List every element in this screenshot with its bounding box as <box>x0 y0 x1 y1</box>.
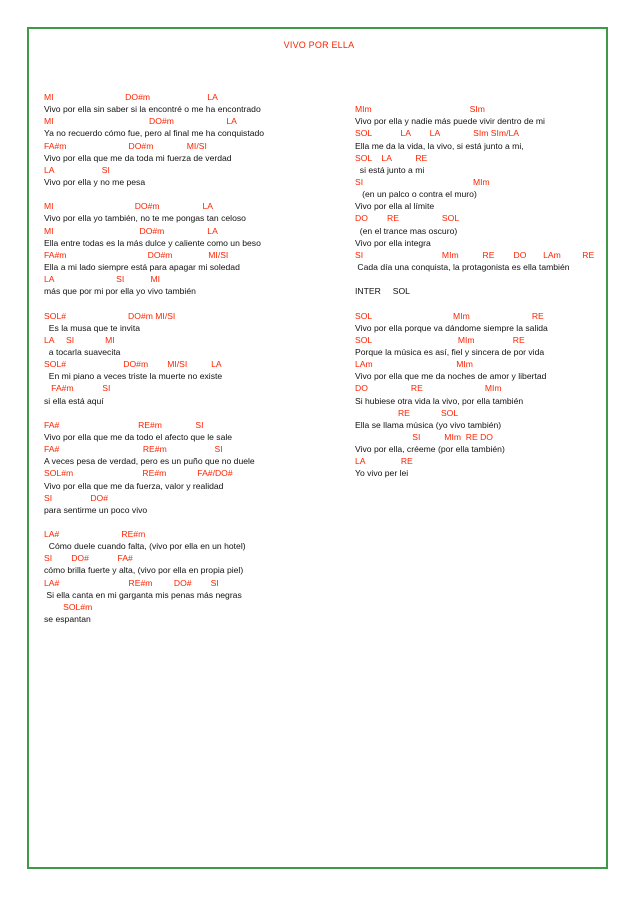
lyric-line: se espantan <box>44 614 91 625</box>
lyric-line: (en un palco o contra el muro) <box>355 189 477 200</box>
lyric-line: Ella me da la vida, la vivo, si está junto a mi, <box>355 140 524 151</box>
spacer-line <box>44 297 344 309</box>
spacer-line <box>355 297 605 309</box>
chord-line: FA#m DO#m MI/SI <box>44 140 207 151</box>
chord-line: FA#m DO#m MI/SI <box>44 249 229 260</box>
lyric-line: Cómo duele cuando falta, (vivo por ella en un hotel) <box>44 541 246 552</box>
chord-line: LA SI <box>44 164 110 175</box>
lyric-line: a tocarla suavecita <box>44 346 121 357</box>
chord-line: DO RE SOL <box>355 213 460 224</box>
chord-line: LA# RE#m DO# SI <box>44 577 219 588</box>
lyric-line: si ella está aquí <box>44 395 104 406</box>
lyric-line: Yo vivo per lei <box>355 468 409 479</box>
chord-line: RE SOL <box>355 407 459 418</box>
lyric-line: Si ella canta en mi garganta mis penas más negras <box>44 589 242 600</box>
chord-line: LA SI MI <box>44 334 115 345</box>
chord-line: LA RE <box>355 456 413 467</box>
chord-line: LA# RE#m <box>44 529 146 540</box>
lyric-line: Vivo por ella que me da toda mi fuerza de verdad <box>44 152 232 163</box>
lyric-line: Vivo por ella que me da fuerza, valor y realidad <box>44 480 224 491</box>
chord-line: SOL MIm RE <box>355 334 525 345</box>
chord-line: SOL#m <box>44 601 93 612</box>
spacer-line <box>355 273 605 285</box>
chord-line: SOL# DO#m MI/SI LA <box>44 359 222 370</box>
chord-line: FA# RE#m SI <box>44 444 223 455</box>
chord-line: SI MIm RE DO LAm RE <box>355 249 595 260</box>
lyric-line: Cada día una conquista, la protagonista es ella también <box>355 261 570 272</box>
chord-line: SI DO# FA# <box>44 553 133 564</box>
spacer-line <box>44 188 344 200</box>
chord-line: LAm MIm <box>355 359 473 370</box>
right-column <box>355 91 605 480</box>
lyric-line: Ya no recuerdo cómo fue, pero al final me ha conquistado <box>44 128 265 139</box>
chord-line: FA# RE#m SI <box>44 419 204 430</box>
chord-line: MIm SIm <box>355 104 485 115</box>
lyric-line: En mi piano a veces triste la muerte no existe <box>44 371 223 382</box>
lyric-line: Porque la música es así, fiel y sincera de por vida <box>355 346 545 357</box>
chord-line: SOL MIm RE <box>355 310 544 321</box>
chord-line: MI DO#m LA <box>44 92 218 102</box>
spacer-line <box>355 91 605 103</box>
chord-line: LA SI MI <box>44 274 161 285</box>
chord-line: SI MIm <box>355 176 490 187</box>
chord-line: DO RE MIm <box>355 383 502 394</box>
lyric-line: cómo brilla fuerte y alta, (vivo por ella en propia piel) <box>44 565 244 576</box>
chord-line: SOL LA LA SIm SIm/LA <box>355 128 519 139</box>
chord-line: FA#m SI <box>44 383 111 394</box>
spacer-line <box>44 516 344 528</box>
lyric-line: si está junto a mi <box>355 164 425 175</box>
chord-line: SOL#m RE#m FA#/DO# <box>44 468 233 479</box>
chord-line: MI DO#m LA <box>44 116 237 127</box>
lyric-line: INTER SOL <box>355 286 410 297</box>
lyric-line: Vivo por ella integra <box>355 237 431 248</box>
chord-line: MI DO#m LA <box>44 201 214 212</box>
chord-line: SOL LA RE <box>355 152 428 163</box>
chord-line: MI DO#m LA <box>44 225 218 236</box>
lyric-line: Vivo por ella, créeme (por ella también) <box>355 444 505 455</box>
lyric-line: Es la musa que te invita <box>44 322 141 333</box>
lyric-line: Vivo por ella que me da todo el afecto que le sale <box>44 431 233 442</box>
lyric-line: Ella se llama música (yo vivo también) <box>355 419 502 430</box>
lyric-line: Si hubiese otra vida la vivo, por ella también <box>355 395 524 406</box>
chord-line: SI DO# <box>44 492 108 503</box>
lyric-line: Vivo por ella al límite <box>355 201 435 212</box>
lyric-line: Vivo por ella que me da noches de amor y libertad <box>355 371 547 382</box>
lyric-line: Vivo por ella yo también, no te me pongas tan celoso <box>44 213 246 224</box>
song-title: VIVO POR ELLA <box>283 40 355 50</box>
chord-line: SOL# DO#m MI/SI <box>44 310 176 321</box>
lyric-line: Ella entre todas es la más dulce y caliente como un beso <box>44 237 261 248</box>
lyric-line: Vivo por ella y no me pesa <box>44 176 146 187</box>
lyric-line: más que por mi por ella yo vivo también <box>44 286 196 297</box>
spacer-line <box>44 407 344 419</box>
lyric-line: Vivo por ella y nadie más puede vivir dentro de mi <box>355 116 545 127</box>
lyric-line: Vivo por ella sin saber si la encontré o me ha encontrado <box>44 104 261 115</box>
lyric-line: (en el trance mas oscuro) <box>355 225 458 236</box>
lyric-line: Ella a mi lado siempre está para apagar mi soledad <box>44 261 240 272</box>
left-column <box>44 91 344 625</box>
lyric-line: para sentirme un poco vivo <box>44 504 148 515</box>
chord-line: SI MIm RE DO <box>355 431 493 442</box>
lyric-line: A veces pesa de verdad, pero es un puño que no duele <box>44 456 255 467</box>
lyric-line: Vivo por ella porque va dándome siempre la salida <box>355 322 548 333</box>
